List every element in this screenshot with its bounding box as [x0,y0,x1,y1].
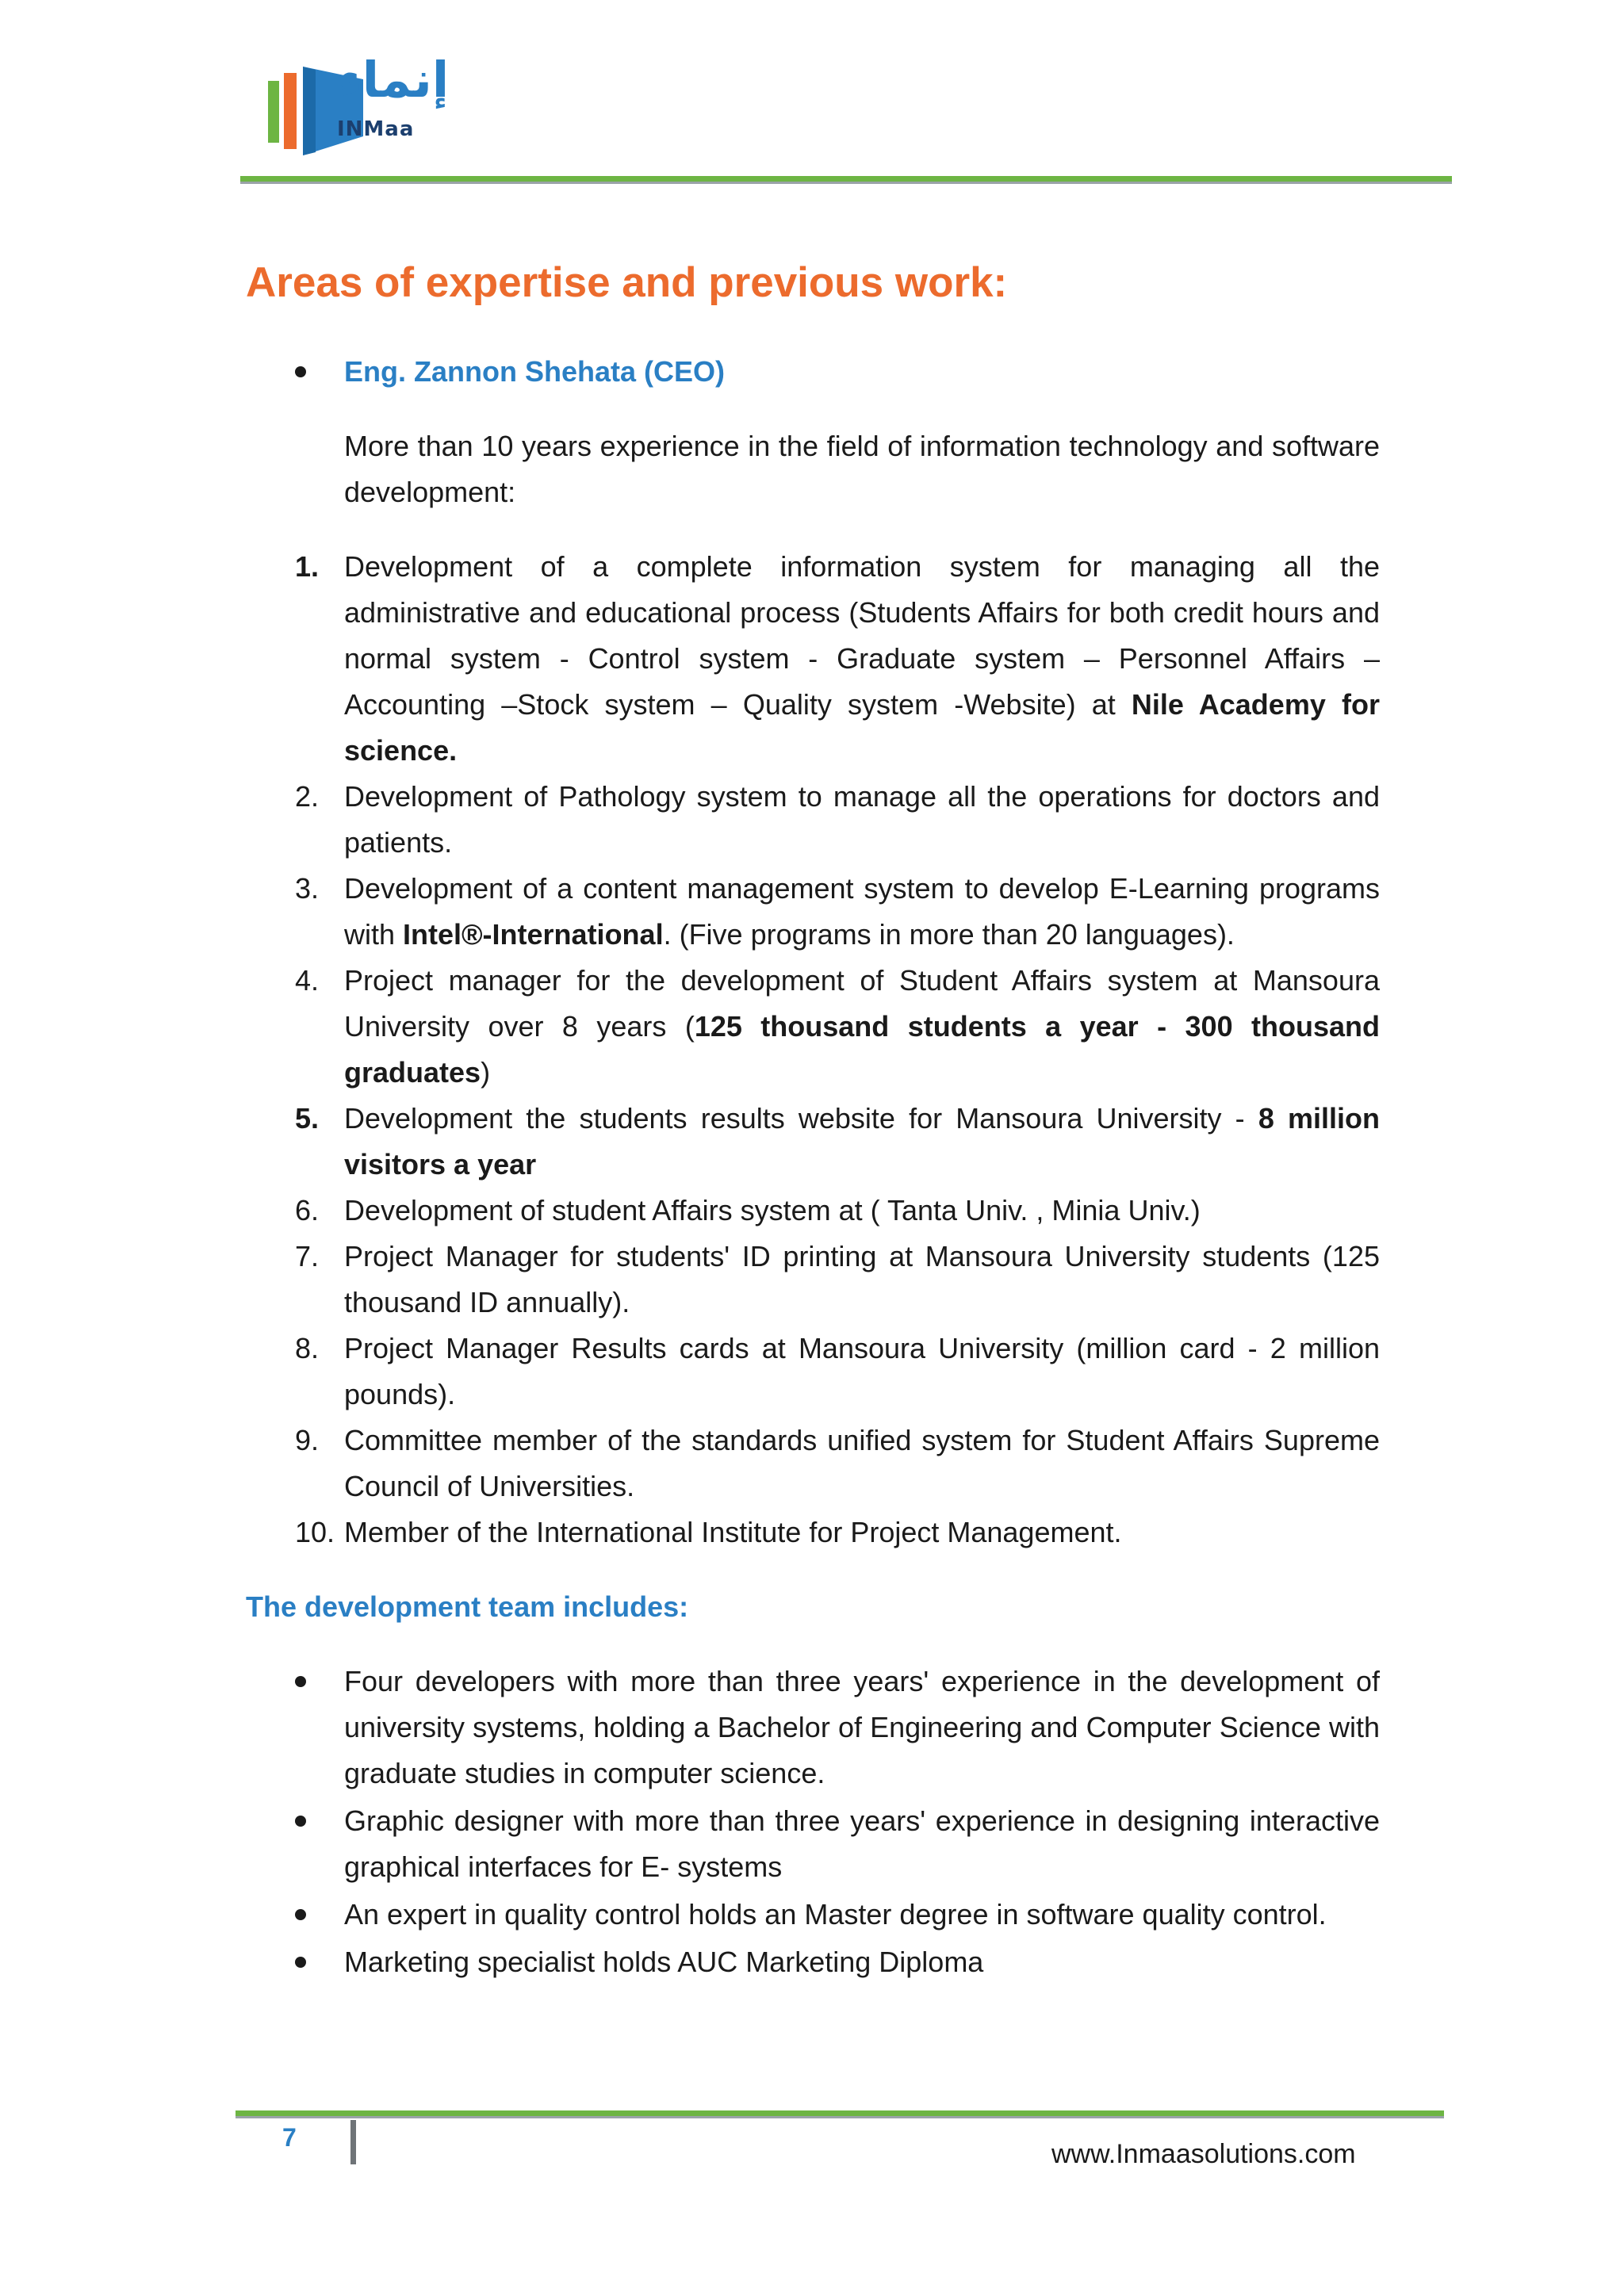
work-item [246,1326,1380,1418]
work-item-number: 8. [295,1332,320,1364]
team-item [246,1939,1380,1985]
work-item-text: Member of the International Institute for Project Management. [344,1516,1122,1548]
work-item-number: 1. [295,550,320,583]
work-item-number: 3. [295,872,320,905]
work-item-number: 9. [295,1424,320,1456]
work-item-text: Development of a content management system to develop E-Learning programs with [344,872,1380,951]
footer-website: www.Inmaasolutions.com [1051,2139,1356,2169]
work-item-text: . (Five programs in more than 20 languages). [663,918,1235,951]
ceo-intro: More than 10 years experience in the field of information technology and software development: [344,430,1380,508]
work-item-text: Intel®-International [403,918,664,951]
work-item [246,1418,1380,1510]
logo-arabic-wordmark: إنماء [337,51,450,109]
work-item [246,1188,1380,1234]
work-item-text: Project manager for the development of Student Affairs system at Mansoura University over 8 years ( [344,964,1380,1043]
page-title: Areas of expertise and previous work: [246,259,1008,306]
work-item-text: Development of Pathology system to manage all the operations for doctors and patients. [344,780,1380,859]
footer-rule [236,2110,1444,2118]
team-item-text: Four developers with more than three years' experience in the development of university systems, holding a Bachelor of Engineering and Computer Science with graduate studies in computer science. [344,1665,1380,1789]
work-item-text: Project Manager for students' ID printing at Mansoura University students (125 thousand ID annually). [344,1240,1380,1318]
bullet-icon [295,1816,306,1827]
work-item-number: 2. [295,780,320,813]
main-content [246,349,1380,1987]
team-item [246,1798,1380,1890]
work-item [246,1234,1380,1326]
work-item-number: 5. [295,1102,320,1135]
work-item-text: Development of student Affairs system at ( Tanta Univ. , Minia Univ.) [344,1194,1201,1226]
page-number: 7 [282,2123,297,2152]
work-item-text: Nile Academy for science. [344,688,1380,767]
work-item-text: Project Manager Results cards at Mansoura University (million card - 2 million pounds). [344,1332,1380,1410]
work-list [246,544,1380,1556]
team-item-text: Graphic designer with more than three years' experience in designing interactive graphical interfaces for E- systems [344,1804,1380,1883]
work-item-number: 7. [295,1240,320,1272]
work-item [246,1096,1380,1188]
work-item-number: 6. [295,1194,320,1226]
bullet-icon [295,1957,306,1968]
team-item-text: Marketing specialist holds AUC Marketing Diploma [344,1946,984,1978]
ceo-item [246,349,1380,395]
work-item-text: Development the students results website for Mansoura University - [344,1102,1258,1135]
work-item [246,774,1380,866]
footer-divider [350,2120,356,2164]
work-item-text: Development of a complete information system for managing all the administrative and educational process (Students Affairs for both credit hours and normal system - Control system - Graduate system – Personnel Affairs – Accounting –Stock system – Quality system -Website) at [344,550,1380,721]
ceo-name: Eng. Zannon Shehata (CEO) [344,355,726,388]
logo-latin-wordmark: INMaa [337,117,415,141]
work-item [246,1510,1380,1556]
work-item-text: 125 thousand students a year - 300 thousand graduates [344,1010,1380,1089]
bullet-icon [295,366,306,377]
work-item [246,958,1380,1096]
team-item [246,1659,1380,1797]
team-item-text: An expert in quality control holds an Master degree in software quality control. [344,1898,1327,1931]
header-rule [240,176,1452,184]
work-item-number: 10. [295,1516,335,1548]
bullet-icon [295,1676,306,1687]
work-item-text: Committee member of the standards unified system for Student Affairs Supreme Council of Universities. [344,1424,1380,1502]
team-heading: The development team includes: [246,1590,689,1623]
work-item-text: ) [481,1056,491,1089]
bullet-icon [295,1909,306,1920]
work-item [246,544,1380,774]
team-item [246,1892,1380,1938]
work-item [246,866,1380,958]
team-list [246,1659,1380,1985]
work-item-number: 4. [295,964,320,997]
work-item-text: 8 million visitors a year [344,1102,1380,1181]
